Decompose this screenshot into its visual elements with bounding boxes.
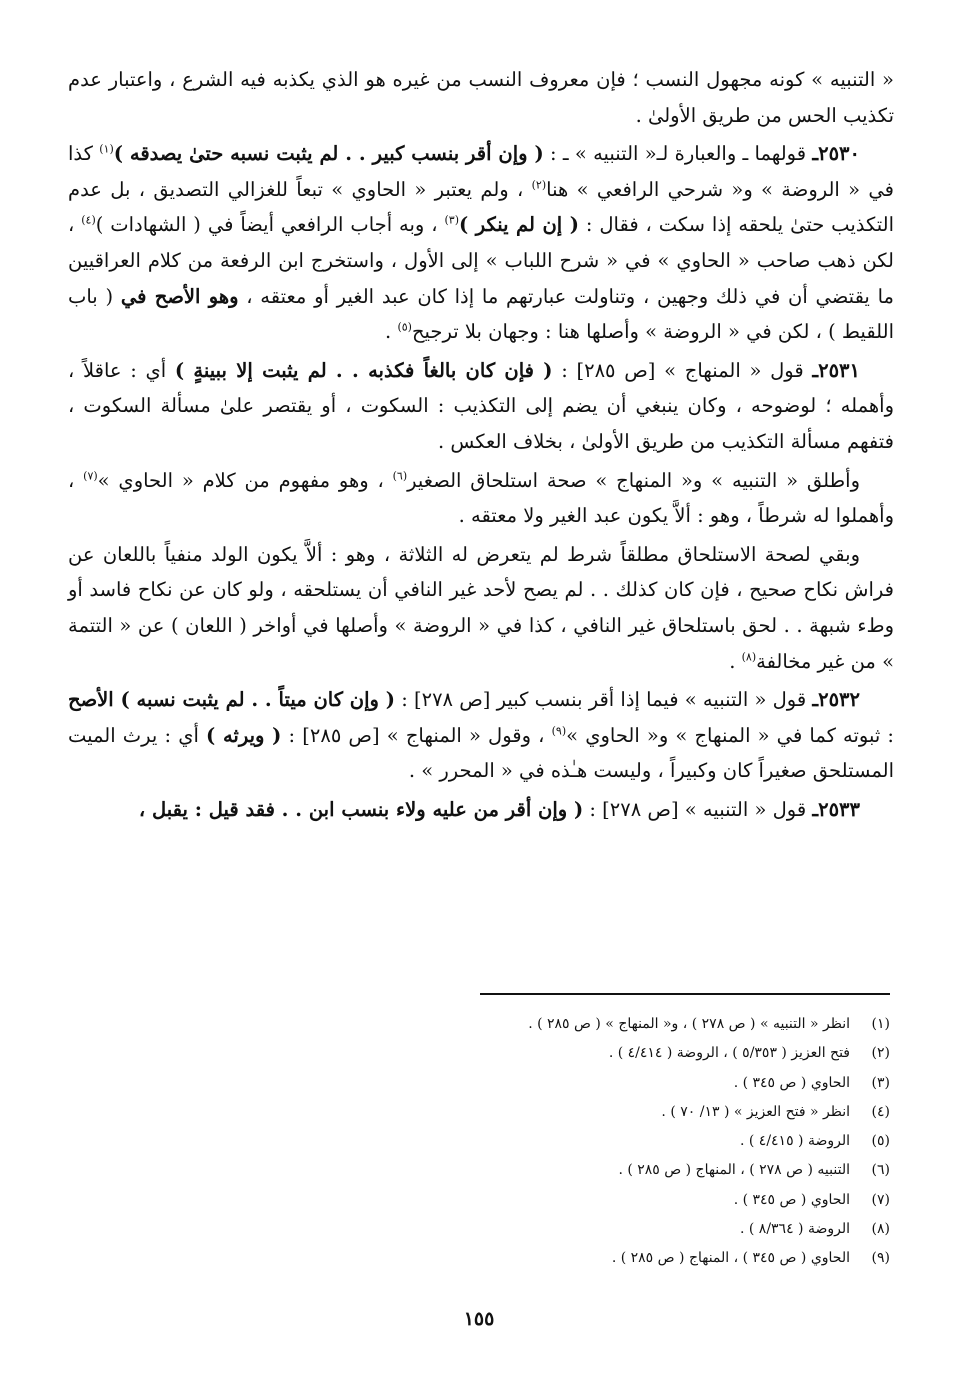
footnote-text: التنبيه ( ص ٢٧٨ ) ، المنهاج ( ص ٢٨٥ ) . — [618, 1162, 850, 1179]
footnote-number: (٨) — [871, 1221, 890, 1238]
page-number: ١٥٥ — [463, 1308, 495, 1330]
footnote-text: الروضة ( ٤/٤١٥ ) . — [739, 1133, 850, 1150]
text-run: ، وقول « المنهاج » [ص ٢٨٥] : — [281, 723, 552, 747]
text-run: ( باب اللقيط ) ، لكن في « الروضة » وأصلها هنا : وجهان بلا ترجيح — [68, 284, 894, 344]
text-run: قول « التنبيه » [ص ٢٧٨] : — [583, 797, 813, 821]
bold-text: ( فإن كان بالغاً فكذبه . . لم يثبت إلا ببينةٍ ) — [174, 358, 553, 382]
footnote-number: (٤) — [871, 1103, 890, 1120]
footnote-ref: (٧) — [83, 469, 98, 483]
footnote-separator — [480, 993, 890, 995]
bold-text: ٢٥٣١ـ — [812, 358, 861, 382]
text-run: : ثبوته كما في « المنهاج » و« الحاوي » — [566, 723, 895, 747]
text-run: ، وهو مفهوم من كلام « الحاوي » — [97, 468, 393, 492]
footnote-text: انظر « فتح العزيز » ( ١٣/ ٧٠ ) . — [661, 1103, 850, 1120]
bold-text: ( إن لم ينكر ) — [458, 213, 579, 237]
paragraph — [68, 682, 894, 789]
bold-text: ٢٥٣٣ـ — [812, 797, 860, 821]
footnote-item — [300, 1098, 890, 1127]
paragraph — [68, 463, 894, 534]
paragraph — [68, 62, 894, 133]
footnote-ref: (٢) — [531, 178, 547, 192]
bold-text: ( وإن أقر بنسب كبير . . لم يثبت نسبه حتىٰ يصدقه ) — [113, 142, 544, 166]
footnote-item — [300, 1244, 890, 1273]
footnote-ref: (٩) — [551, 724, 567, 738]
paragraph — [68, 136, 894, 350]
bold-text: ( وإن أقر من عليه ولاء بنسب ابن . . فقد قيل : يقبل ، — [138, 797, 584, 821]
text-run: ، لكن ذهب صاحب « الحاوي » في « شرح اللباب » إلى الأول ، واستخرج ابن الرفعة من كلام العراقيين ما يقتضي أن في ذلك وجهين ، وتناولت عبارتهم ما إذا كان عبد الغير أو معتقه ، — [68, 213, 894, 308]
footnote-number: (١) — [871, 1016, 890, 1032]
paragraph — [68, 537, 894, 679]
footnote-number: (٢) — [871, 1045, 890, 1062]
footnote-ref: (٥) — [397, 320, 412, 334]
footnote-ref: (١) — [99, 142, 114, 156]
text-run: ، وأهملوا له شرطاً ، وهو : ألاَّ يكون عبد الغير ولا معتقه . — [68, 468, 894, 528]
footnote-ref: (٣) — [444, 213, 459, 227]
text-run: . — [729, 649, 742, 673]
text-run: وأطلق « التنبيه » و« المنهاج » صحة استلحاق الصغير — [407, 468, 860, 492]
paragraph — [68, 353, 894, 460]
footnote-item — [300, 1069, 890, 1098]
bold-text: ( ويرثه ) — [206, 723, 282, 747]
text-run: أي : يرث الميت المستلحق صغيراً كان وكبيراً ، وليست هـٰذه في « المحرر » . — [68, 723, 894, 783]
footnote-text: الحاوي ( ص ٣٤٥ ) . — [733, 1191, 850, 1208]
footnote-ref: (٤) — [81, 213, 96, 227]
footnotes-list — [300, 1010, 890, 1274]
footnote-item — [300, 1127, 890, 1156]
text-run: قول « المنهاج » [ص ٢٨٥] : — [552, 358, 813, 382]
footnote-item — [300, 1215, 890, 1244]
bold-text: ( وإن كان ميتاً . . لم يثبت نسبه ) الأصح — [68, 688, 395, 712]
text-run: كذا في « الروضة » و« شرحي الرافعي » هنا — [68, 142, 894, 201]
footnote-text: الروضة ( ٨/٣٦٤ ) . — [739, 1221, 850, 1238]
footnote-number: (٣) — [871, 1074, 890, 1091]
text-run: ، ولم يعتبر « الحاوي » تبعاً للغزالي التصديق ، بل عدم التكذيب حتىٰ يلحقه إذا سكت ، فقال : — [68, 177, 894, 237]
footnote-number: (٥) — [871, 1133, 890, 1150]
footnote-item — [300, 1039, 890, 1068]
text-run: وبقي لصحة الاستلحاق مطلقاً شرط لم يتعرض له الثلاثة ، وهو : ألاَّ يكون الولد منفياً باللعان عن فراش نكاح صحيح ، فإن كان كذلك . . لم يصح لأحد غير النافي أن يستلحقه ، ولو كان عن نكاح فاسد أو وطء شبهة . . لحق باستلحاق غير النافي ، كذا في « الروضة » وأصلها في أواخر ( اللعان ) عن « التتمة » من غير مخالفة — [68, 542, 894, 673]
footnote-text: فتح العزيز ( ٥/٣٥٣ ) ، الروضة ( ٤/٤١٤ ) . — [608, 1045, 850, 1062]
text-run: ، وبه أجاب الرافعي أيضاً في ( الشهادات ) — [95, 213, 445, 237]
footnote-item — [300, 1010, 890, 1039]
footnote-number: (٦) — [871, 1162, 890, 1179]
page-body — [68, 62, 894, 827]
paragraph — [68, 792, 894, 828]
footnote-ref: (٨) — [741, 650, 757, 663]
bold-text: ٢٥٣٠ـ — [812, 142, 860, 166]
text-run: . — [385, 320, 398, 344]
footnote-text: الحاوي ( ص ٣٤٥ ) . — [733, 1074, 850, 1091]
text-run: أي : عاقلاً ، وأهمله ؛ لوضوحه ، وكان ينبغي أن يضم إلى التكذيب : السكوت ، أو يقتصر علىٰ مسألة السكوت ، فتفهم مسألة التكذيب من طريق الأولىٰ ، بخلاف العكس . — [68, 358, 894, 453]
bold-text: ٢٥٣٢ـ — [812, 688, 860, 712]
footnote-ref: (٦) — [392, 469, 408, 483]
bold-text: وهو الأصح في — [120, 284, 239, 308]
text-run: « التنبيه » كونه مجهول النسب ؛ فإن معروف النسب من غيره هو الذي يكذبه فيه الشرع ، واعتبار عدم تكذيب الحس من طريق الأولىٰ . — [68, 68, 894, 127]
text-run: قول « التنبيه » فيما إذا أقر بنسب كبير [ص ٢٧٨] : — [394, 688, 813, 712]
footnote-number: (٧) — [871, 1191, 890, 1208]
footnote-number: (٩) — [871, 1250, 890, 1267]
footnote-item — [300, 1186, 890, 1215]
footnote-text: الحاوي ( ص ٣٤٥ ) ، المنهاج ( ص ٢٨٥ ) . — [611, 1250, 850, 1267]
footnote-text: انظر « التنبيه » ( ص ٢٧٨ ) ، و« المنهاج » ( ص ٢٨٥ ) . — [528, 1016, 850, 1032]
footnote-item — [300, 1156, 890, 1185]
text-run: قولهما ـ والعبارة لـ« التنبيه » ـ : — [543, 142, 813, 166]
